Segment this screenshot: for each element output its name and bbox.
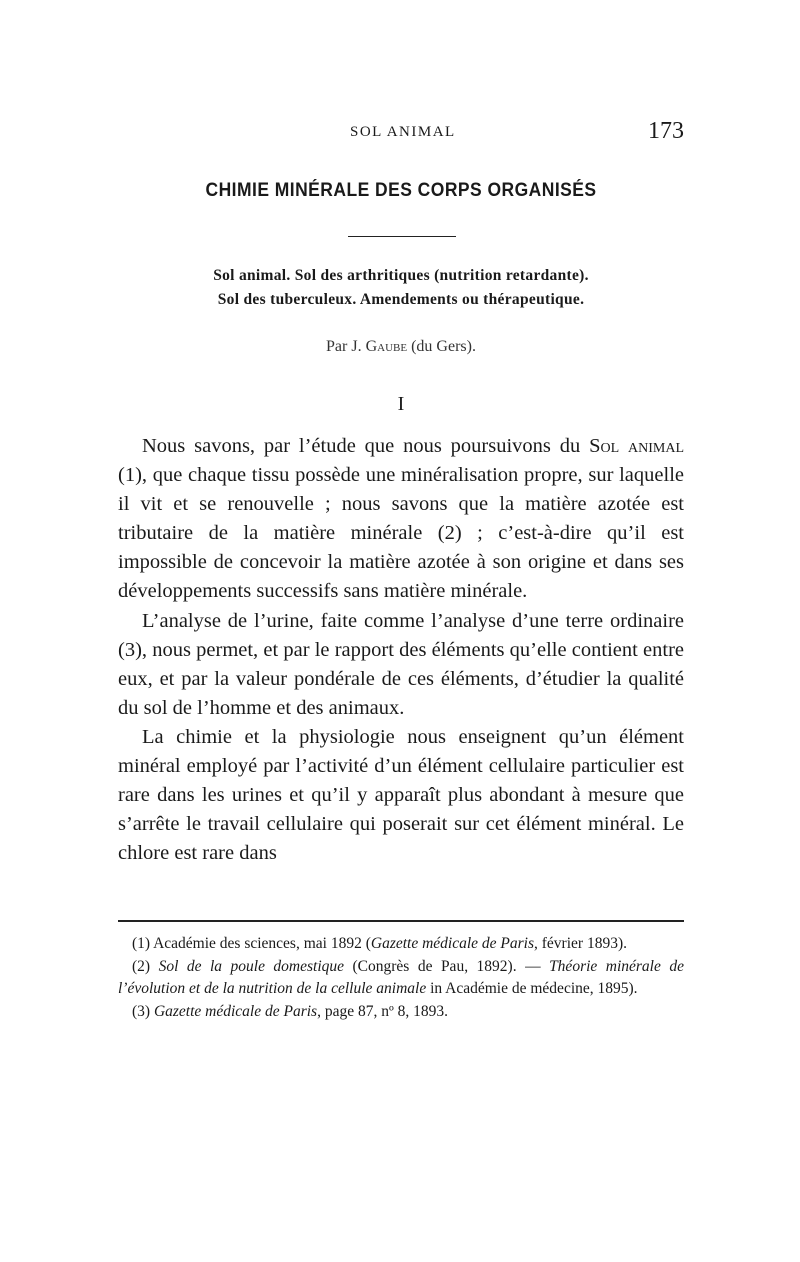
subtitle-line-1: Sol animal. Sol des arthritiques (nutrition retardante). [213,267,589,284]
article-subtitle [118,264,684,312]
title-divider [348,236,456,237]
paragraph-3: La chimie et la physiologie nous enseignent qu’un élément minéral employé par l’activité d’un élément cellulaire particulier est rare dans les urines et qu’il y apparaît plus abondant à mesure que s’arrête le travail cellulaire qui poserait sur cet élément minéral. Le chlore est rare dans [118,725,684,865]
author-name: Gaube [365,338,408,355]
footnote-3-text-a: (3) [132,1002,154,1020]
paragraph-2: L’analyse de l’urine, faite comme l’analyse d’une terre ordinaire (3), nous permet, et par le rapport des éléments qu’elle contient entre eux, et par la valeur pondérale de ces éléments, d’étudier la qualité du sol de l’homme et des animaux. [118,609,684,719]
footnote-2-italic-1: Sol de la poule domestique [158,957,345,975]
paragraph-1-smallcaps: Sol animal [589,435,684,457]
subtitle-line-2: Sol des tuberculeux. Amendements ou thérapeutique. [217,291,585,308]
chapter-title: CHIMIE MINÉRALE DES CORPS ORGANISÉS [205,180,597,201]
footnote-1 [118,933,684,956]
page-number: 173 [648,118,684,144]
footnote-1-text-b: , février 1893). [534,935,627,952]
footnote-rule [118,920,684,922]
footnote-3-italic: Gazette médicale de Paris [153,1002,318,1020]
footnotes [118,933,684,1023]
paragraph-1-text-a: Nous savons, par l’étude que nous poursuivons du [142,435,590,457]
footnote-2 [118,956,684,1001]
footnote-3 [118,1001,684,1024]
paragraph-1-text-b: (1), que chaque tissu possède une minéralisation propre, sur laquelle il vit et se renouvelle ; nous savons que la matière azotée est tributaire de la matière minérale (2) ; c’est-à-dire qu’il est impossible de concevoir la matière azotée à son origine et dans ses développements successifs sans matière minérale. [118,464,684,603]
footnote-2-text-c: in Académie de médecine, 1895). [426,980,638,997]
footnote-1-italic: Gazette médicale de Paris [370,935,535,952]
footnote-1-text-a: (1) Académie des sciences, mai 1892 ( [132,935,371,952]
footnote-2-italic-2: Théorie minérale de l’évolution et de la nutrition de la cellule animale [118,957,684,997]
paragraph-1 [118,432,684,607]
footnote-2-text-b: (Congrès de Pau, 1892). — [344,957,550,975]
author-byline [118,338,684,356]
footnote-3-text-b: , page 87, nº 8, 1893. [317,1002,449,1020]
running-header [118,118,684,148]
byline-prefix: Par J. [326,338,362,355]
byline-suffix: (du Gers). [411,338,476,355]
footnote-2-text-a: (2) [132,957,159,975]
running-title: SOL ANIMAL [350,124,456,140]
body-text [118,432,684,868]
section-number: I [397,393,405,415]
